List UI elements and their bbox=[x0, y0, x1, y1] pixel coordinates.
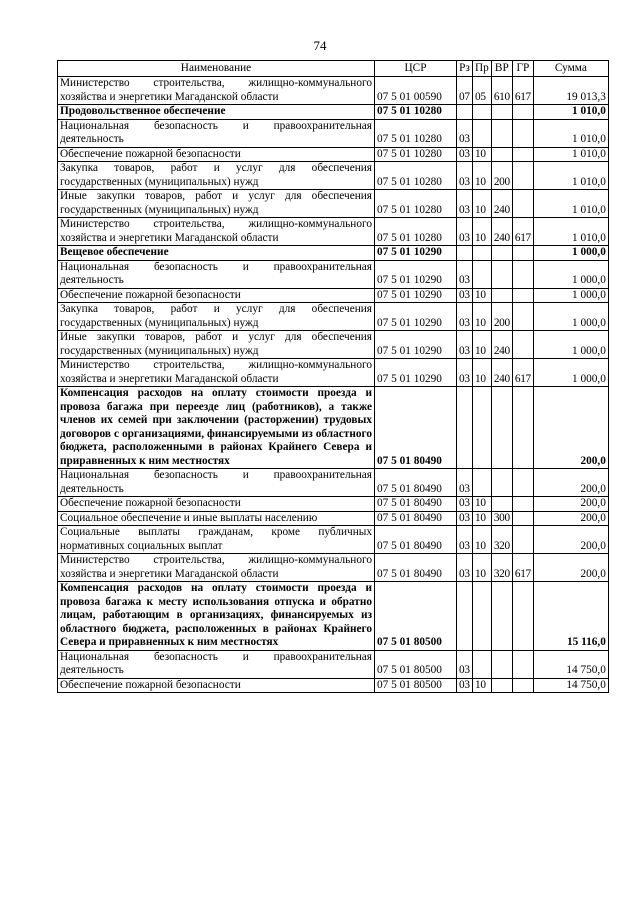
cell-csr: 07 5 01 10290 bbox=[375, 246, 457, 261]
cell-sum: 1 010,0 bbox=[533, 162, 608, 190]
cell-name: Министерство строительства, жилищно-коммунального хозяйства и энергетики Магаданской области bbox=[58, 77, 375, 105]
table-row bbox=[58, 77, 609, 105]
cell-csr: 07 5 01 80490 bbox=[375, 526, 457, 554]
cell-vr: 200 bbox=[491, 162, 512, 190]
cell-vr bbox=[491, 650, 512, 678]
cell-vr bbox=[491, 105, 512, 120]
cell-csr: 07 5 01 10280 bbox=[375, 147, 457, 162]
cell-name: Закупка товаров, работ и услуг для обеспечения государственных (муниципальных) нужд bbox=[58, 162, 375, 190]
cell-sum: 14 750,0 bbox=[533, 650, 608, 678]
cell-rz bbox=[457, 105, 473, 120]
cell-rz: 03 bbox=[457, 119, 473, 147]
cell-name: Вещевое обеспечение bbox=[58, 246, 375, 261]
cell-gr bbox=[512, 387, 533, 469]
cell-rz: 03 bbox=[457, 359, 473, 387]
cell-rz bbox=[457, 387, 473, 469]
cell-pr: 10 bbox=[473, 359, 492, 387]
cell-name: Министерство строительства, жилищно-коммунального хозяйства и энергетики Магаданской области bbox=[58, 554, 375, 582]
cell-name: Закупка товаров, работ и услуг для обеспечения государственных (муниципальных) нужд bbox=[58, 303, 375, 331]
cell-sum: 19 013,3 bbox=[533, 77, 608, 105]
cell-gr bbox=[512, 469, 533, 497]
cell-pr bbox=[473, 469, 492, 497]
cell-sum: 1 010,0 bbox=[533, 105, 608, 120]
cell-rz: 03 bbox=[457, 162, 473, 190]
cell-gr: 617 bbox=[512, 359, 533, 387]
table-row bbox=[58, 190, 609, 218]
cell-pr: 10 bbox=[473, 190, 492, 218]
cell-csr: 07 5 01 80490 bbox=[375, 554, 457, 582]
table-row bbox=[58, 260, 609, 288]
cell-vr: 200 bbox=[491, 303, 512, 331]
cell-vr: 610 bbox=[491, 77, 512, 105]
cell-name: Обеспечение пожарной безопасности bbox=[58, 147, 375, 162]
cell-csr: 07 5 01 10280 bbox=[375, 119, 457, 147]
cell-name: Обеспечение пожарной безопасности bbox=[58, 288, 375, 303]
cell-csr: 07 5 01 10280 bbox=[375, 190, 457, 218]
cell-sum: 1 000,0 bbox=[533, 288, 608, 303]
cell-name: Социальные выплаты гражданам, кроме публичных нормативных социальных выплат bbox=[58, 526, 375, 554]
cell-rz: 07 bbox=[457, 77, 473, 105]
cell-rz: 03 bbox=[457, 497, 473, 512]
cell-pr: 10 bbox=[473, 303, 492, 331]
cell-vr: 240 bbox=[491, 359, 512, 387]
cell-gr bbox=[512, 303, 533, 331]
table-row bbox=[58, 497, 609, 512]
cell-gr bbox=[512, 331, 533, 359]
cell-gr bbox=[512, 526, 533, 554]
cell-pr: 10 bbox=[473, 147, 492, 162]
cell-sum: 200,0 bbox=[533, 387, 608, 469]
cell-rz: 03 bbox=[457, 147, 473, 162]
cell-csr: 07 5 01 10290 bbox=[375, 303, 457, 331]
cell-pr bbox=[473, 387, 492, 469]
table-row bbox=[58, 650, 609, 678]
cell-sum: 1 010,0 bbox=[533, 119, 608, 147]
cell-gr bbox=[512, 190, 533, 218]
cell-gr: 617 bbox=[512, 554, 533, 582]
cell-sum: 1 010,0 bbox=[533, 218, 608, 246]
cell-vr: 320 bbox=[491, 526, 512, 554]
cell-pr bbox=[473, 650, 492, 678]
cell-rz: 03 bbox=[457, 678, 473, 693]
cell-pr: 10 bbox=[473, 554, 492, 582]
cell-rz bbox=[457, 246, 473, 261]
cell-csr: 07 5 01 10290 bbox=[375, 260, 457, 288]
table-row bbox=[58, 288, 609, 303]
table-body bbox=[58, 77, 609, 693]
cell-gr bbox=[512, 497, 533, 512]
cell-csr: 07 5 01 80490 bbox=[375, 469, 457, 497]
header-name: Наименование bbox=[58, 61, 375, 77]
table-row bbox=[58, 554, 609, 582]
cell-csr: 07 5 01 10290 bbox=[375, 288, 457, 303]
table-row bbox=[58, 218, 609, 246]
cell-gr bbox=[512, 147, 533, 162]
cell-pr bbox=[473, 119, 492, 147]
header-vr: ВР bbox=[491, 61, 512, 77]
cell-csr: 07 5 01 80500 bbox=[375, 582, 457, 651]
cell-pr: 10 bbox=[473, 511, 492, 526]
table-row bbox=[58, 678, 609, 693]
cell-sum: 1 010,0 bbox=[533, 147, 608, 162]
table-row bbox=[58, 511, 609, 526]
cell-csr: 07 5 01 00590 bbox=[375, 77, 457, 105]
header-sum: Сумма bbox=[533, 61, 608, 77]
table-row bbox=[58, 469, 609, 497]
cell-name: Национальная безопасность и правоохранительная деятельность bbox=[58, 119, 375, 147]
cell-gr: 617 bbox=[512, 218, 533, 246]
cell-name: Иные закупки товаров, работ и услуг для обеспечения государственных (муниципальных) нужд bbox=[58, 190, 375, 218]
cell-gr bbox=[512, 288, 533, 303]
cell-gr bbox=[512, 105, 533, 120]
cell-sum: 200,0 bbox=[533, 511, 608, 526]
cell-name: Социальное обеспечение и иные выплаты населению bbox=[58, 511, 375, 526]
cell-gr bbox=[512, 162, 533, 190]
cell-rz: 03 bbox=[457, 469, 473, 497]
cell-sum: 1 000,0 bbox=[533, 359, 608, 387]
cell-sum: 200,0 bbox=[533, 469, 608, 497]
cell-sum: 200,0 bbox=[533, 554, 608, 582]
cell-csr: 07 5 01 80490 bbox=[375, 497, 457, 512]
cell-gr bbox=[512, 246, 533, 261]
cell-name: Обеспечение пожарной безопасности bbox=[58, 678, 375, 693]
cell-pr: 05 bbox=[473, 77, 492, 105]
cell-name: Национальная безопасность и правоохранительная деятельность bbox=[58, 260, 375, 288]
cell-rz: 03 bbox=[457, 303, 473, 331]
cell-csr: 07 5 01 80490 bbox=[375, 511, 457, 526]
table-row bbox=[58, 162, 609, 190]
cell-gr: 617 bbox=[512, 77, 533, 105]
cell-csr: 07 5 01 10290 bbox=[375, 331, 457, 359]
cell-csr: 07 5 01 80500 bbox=[375, 650, 457, 678]
cell-pr: 10 bbox=[473, 678, 492, 693]
header-csr: ЦСР bbox=[375, 61, 457, 77]
table-row bbox=[58, 147, 609, 162]
cell-name: Национальная безопасность и правоохранительная деятельность bbox=[58, 469, 375, 497]
cell-vr: 300 bbox=[491, 511, 512, 526]
table-row bbox=[58, 526, 609, 554]
table-header bbox=[58, 61, 609, 77]
table-row bbox=[58, 303, 609, 331]
cell-pr bbox=[473, 582, 492, 651]
cell-sum: 14 750,0 bbox=[533, 678, 608, 693]
cell-gr bbox=[512, 582, 533, 651]
cell-name: Министерство строительства, жилищно-коммунального хозяйства и энергетики Магаданской области bbox=[58, 359, 375, 387]
cell-gr bbox=[512, 511, 533, 526]
cell-pr: 10 bbox=[473, 497, 492, 512]
cell-rz: 03 bbox=[457, 190, 473, 218]
cell-pr bbox=[473, 246, 492, 261]
cell-sum: 1 000,0 bbox=[533, 246, 608, 261]
cell-sum: 1 000,0 bbox=[533, 331, 608, 359]
cell-sum: 1 000,0 bbox=[533, 260, 608, 288]
cell-rz: 03 bbox=[457, 218, 473, 246]
cell-rz: 03 bbox=[457, 554, 473, 582]
cell-rz: 03 bbox=[457, 260, 473, 288]
cell-vr bbox=[491, 260, 512, 288]
cell-name: Компенсация расходов на оплату стоимости проезда и провоза багажа при переезде лиц (работников), а также членов их семей при заключении (расторжении) трудовых договоров с организациями, финансируемыми из областного бюджета, расположенными в районах Крайнего Севера и приравненных к ним местностях bbox=[58, 387, 375, 469]
cell-vr bbox=[491, 119, 512, 147]
cell-sum: 200,0 bbox=[533, 526, 608, 554]
cell-pr: 10 bbox=[473, 218, 492, 246]
table-row bbox=[58, 331, 609, 359]
cell-vr: 240 bbox=[491, 190, 512, 218]
cell-vr bbox=[491, 147, 512, 162]
cell-vr bbox=[491, 246, 512, 261]
page-number: 74 bbox=[313, 38, 327, 53]
table-row bbox=[58, 246, 609, 261]
table-row bbox=[58, 387, 609, 469]
cell-rz: 03 bbox=[457, 511, 473, 526]
header-pr: Пр bbox=[473, 61, 492, 77]
cell-csr: 07 5 01 10290 bbox=[375, 359, 457, 387]
cell-vr: 320 bbox=[491, 554, 512, 582]
cell-pr: 10 bbox=[473, 162, 492, 190]
header-rz: Рз bbox=[457, 61, 473, 77]
cell-csr: 07 5 01 80490 bbox=[375, 387, 457, 469]
cell-gr bbox=[512, 678, 533, 693]
cell-csr: 07 5 01 10280 bbox=[375, 218, 457, 246]
cell-pr: 10 bbox=[473, 331, 492, 359]
header-row bbox=[58, 61, 609, 77]
cell-name: Продовольственное обеспечение bbox=[58, 105, 375, 120]
cell-vr bbox=[491, 497, 512, 512]
cell-pr bbox=[473, 105, 492, 120]
cell-vr bbox=[491, 469, 512, 497]
cell-pr: 10 bbox=[473, 526, 492, 554]
cell-name: Министерство строительства, жилищно-коммунального хозяйства и энергетики Магаданской области bbox=[58, 218, 375, 246]
cell-vr: 240 bbox=[491, 218, 512, 246]
cell-gr bbox=[512, 119, 533, 147]
cell-csr: 07 5 01 10280 bbox=[375, 162, 457, 190]
cell-sum: 15 116,0 bbox=[533, 582, 608, 651]
cell-name: Иные закупки товаров, работ и услуг для обеспечения государственных (муниципальных) нужд bbox=[58, 331, 375, 359]
cell-pr bbox=[473, 260, 492, 288]
cell-vr: 240 bbox=[491, 331, 512, 359]
cell-vr bbox=[491, 678, 512, 693]
cell-sum: 200,0 bbox=[533, 497, 608, 512]
table-row bbox=[58, 359, 609, 387]
cell-name: Компенсация расходов на оплату стоимости проезда и провоза багажа к месту использования отпуска и обратно лицам, работающим в организациях, финансируемых из областного бюджета, расположенных в районах Крайнего Севера и приравненных к ним местностях bbox=[58, 582, 375, 651]
cell-sum: 1 000,0 bbox=[533, 303, 608, 331]
cell-pr: 10 bbox=[473, 288, 492, 303]
cell-vr bbox=[491, 582, 512, 651]
table-row bbox=[58, 105, 609, 120]
cell-rz: 03 bbox=[457, 650, 473, 678]
cell-rz: 03 bbox=[457, 526, 473, 554]
cell-gr bbox=[512, 260, 533, 288]
cell-sum: 1 010,0 bbox=[533, 190, 608, 218]
cell-csr: 07 5 01 80500 bbox=[375, 678, 457, 693]
cell-gr bbox=[512, 650, 533, 678]
cell-csr: 07 5 01 10280 bbox=[375, 105, 457, 120]
cell-vr bbox=[491, 387, 512, 469]
cell-vr bbox=[491, 288, 512, 303]
cell-rz: 03 bbox=[457, 288, 473, 303]
table-row bbox=[58, 582, 609, 651]
cell-name: Национальная безопасность и правоохранительная деятельность bbox=[58, 650, 375, 678]
budget-table bbox=[57, 60, 609, 693]
cell-rz: 03 bbox=[457, 331, 473, 359]
header-gr: ГР bbox=[512, 61, 533, 77]
cell-name: Обеспечение пожарной безопасности bbox=[58, 497, 375, 512]
cell-rz bbox=[457, 582, 473, 651]
table-row bbox=[58, 119, 609, 147]
